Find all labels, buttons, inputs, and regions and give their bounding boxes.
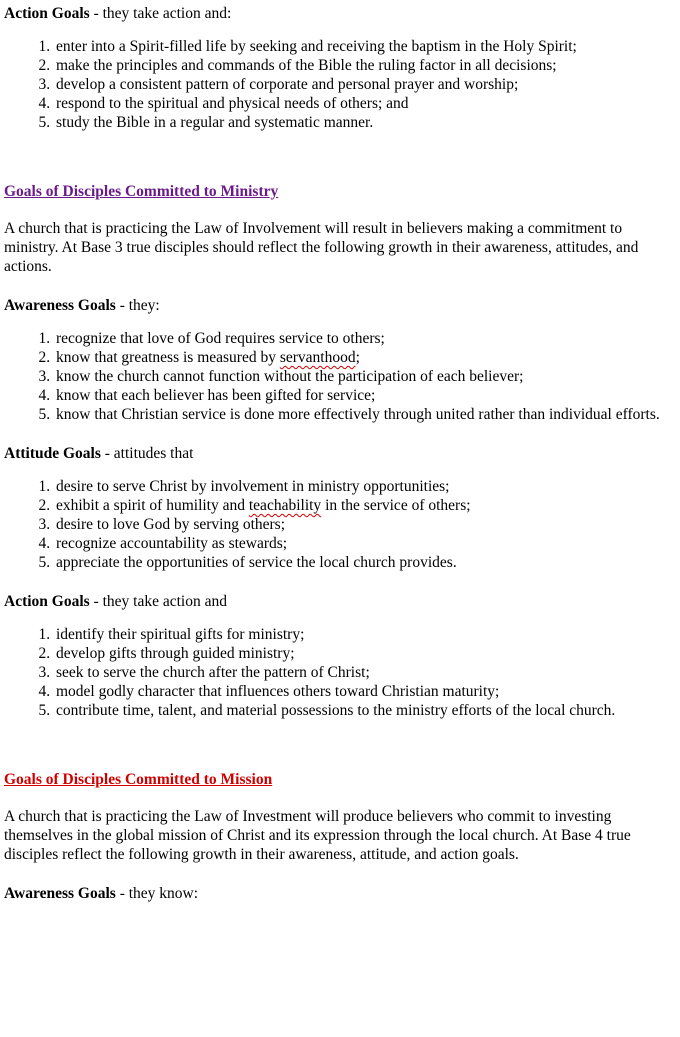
mission-awareness-goals-label: Awareness Goals: [4, 885, 116, 902]
list-item: 4. model godly character that influences others toward Christian maturity;: [54, 682, 674, 701]
list-item: 4. recognize accountability as stewards;: [54, 534, 674, 553]
mission-awareness-goals-suffix: - they know:: [115, 885, 199, 902]
action-goals-heading-2: [4, 592, 674, 611]
list-item: 1. enter into a Spirit-filled life by seeking and receiving the baptism in the Holy Spirit;: [54, 37, 674, 56]
spacer: [4, 789, 674, 807]
list-item: [54, 496, 674, 515]
spacer: [4, 572, 674, 592]
spacer: [4, 720, 674, 770]
list-item: 2. develop gifts through guided ministry;: [54, 644, 674, 663]
ministry-intro-paragraph: A church that is practicing the Law of Involvement will result in believers making a commitment to ministry. At Base 3 true disciples should reflect the following growth in their awareness, attitudes, and actions.: [4, 220, 639, 275]
list-item: 1. recognize that love of God requires service to others;: [54, 329, 674, 348]
spellcheck-flagged-word[interactable]: servanthood: [279, 349, 356, 366]
attitude-goals-heading: [4, 444, 674, 463]
mission-intro-paragraph: A church that is practicing the Law of Investment will produce believers who commit to investing themselves in the global mission of Christ and its expression through the local church. At Base 4 true disciples reflect the following growth in their awareness, attitude, and action goals.: [4, 808, 631, 863]
section-title-ministry[interactable]: Goals of Disciples Committed to Ministry: [4, 183, 279, 200]
action-goals-list-2: [4, 625, 674, 720]
list-item: 3. develop a consistent pattern of corporate and personal prayer and worship;: [54, 75, 674, 94]
list-item: 4. know that each believer has been gifted for service;: [54, 386, 674, 405]
list-item: 1. desire to serve Christ by involvement in ministry opportunities;: [54, 477, 674, 496]
spacer: [4, 132, 674, 182]
spellcheck-flagged-word[interactable]: teachability: [248, 497, 322, 514]
list-item: 2. make the principles and commands of the Bible the ruling factor in all decisions;: [54, 56, 674, 75]
list-item-text: know that greatness is measured by: [56, 349, 280, 366]
section-title-mission[interactable]: Goals of Disciples Committed to Mission: [4, 771, 273, 788]
list-item-text: exhibit a spirit of humility and: [56, 497, 249, 514]
awareness-goals-list: [4, 329, 674, 424]
list-item: [54, 348, 674, 367]
list-item: 5. know that Christian service is done more effectively through united rather than individual efforts.: [54, 405, 674, 424]
action-goals-heading-1: [4, 4, 674, 23]
awareness-goals-heading: [4, 296, 674, 315]
awareness-goals-label: Awareness Goals: [4, 297, 116, 314]
attitude-goals-label: Attitude Goals: [4, 445, 101, 462]
list-item: 5. contribute time, talent, and material possessions to the ministry efforts of the local church.: [54, 701, 674, 720]
list-item: 5. appreciate the opportunities of service the local church provides.: [54, 553, 674, 572]
spacer: [4, 276, 674, 296]
action-goals-suffix-1: - they take action and:: [89, 5, 232, 22]
spacer: [4, 864, 674, 884]
spacer: [4, 424, 674, 444]
mission-awareness-goals-heading: [4, 884, 674, 903]
list-item: 3. desire to love God by serving others;: [54, 515, 674, 534]
list-item: 3. seek to serve the church after the pattern of Christ;: [54, 663, 674, 682]
spacer: [4, 201, 674, 219]
action-goals-label-1: Action Goals: [4, 5, 90, 22]
list-item: 1. identify their spiritual gifts for ministry;: [54, 625, 674, 644]
attitude-goals-list: [4, 477, 674, 572]
awareness-goals-suffix: - they:: [115, 297, 160, 314]
list-item-text: ;: [355, 349, 360, 366]
attitude-goals-suffix: - attitudes that: [100, 445, 194, 462]
list-item-text: in the service of others;: [321, 497, 471, 514]
action-goals-label-2: Action Goals: [4, 593, 90, 610]
list-item: 4. respond to the spiritual and physical needs of others; and: [54, 94, 674, 113]
list-item: 5. study the Bible in a regular and systematic manner.: [54, 113, 674, 132]
action-goals-list-1: [4, 37, 674, 132]
action-goals-suffix-2: - they take action and: [89, 593, 227, 610]
list-item: 3. know the church cannot function without the participation of each believer;: [54, 367, 674, 386]
